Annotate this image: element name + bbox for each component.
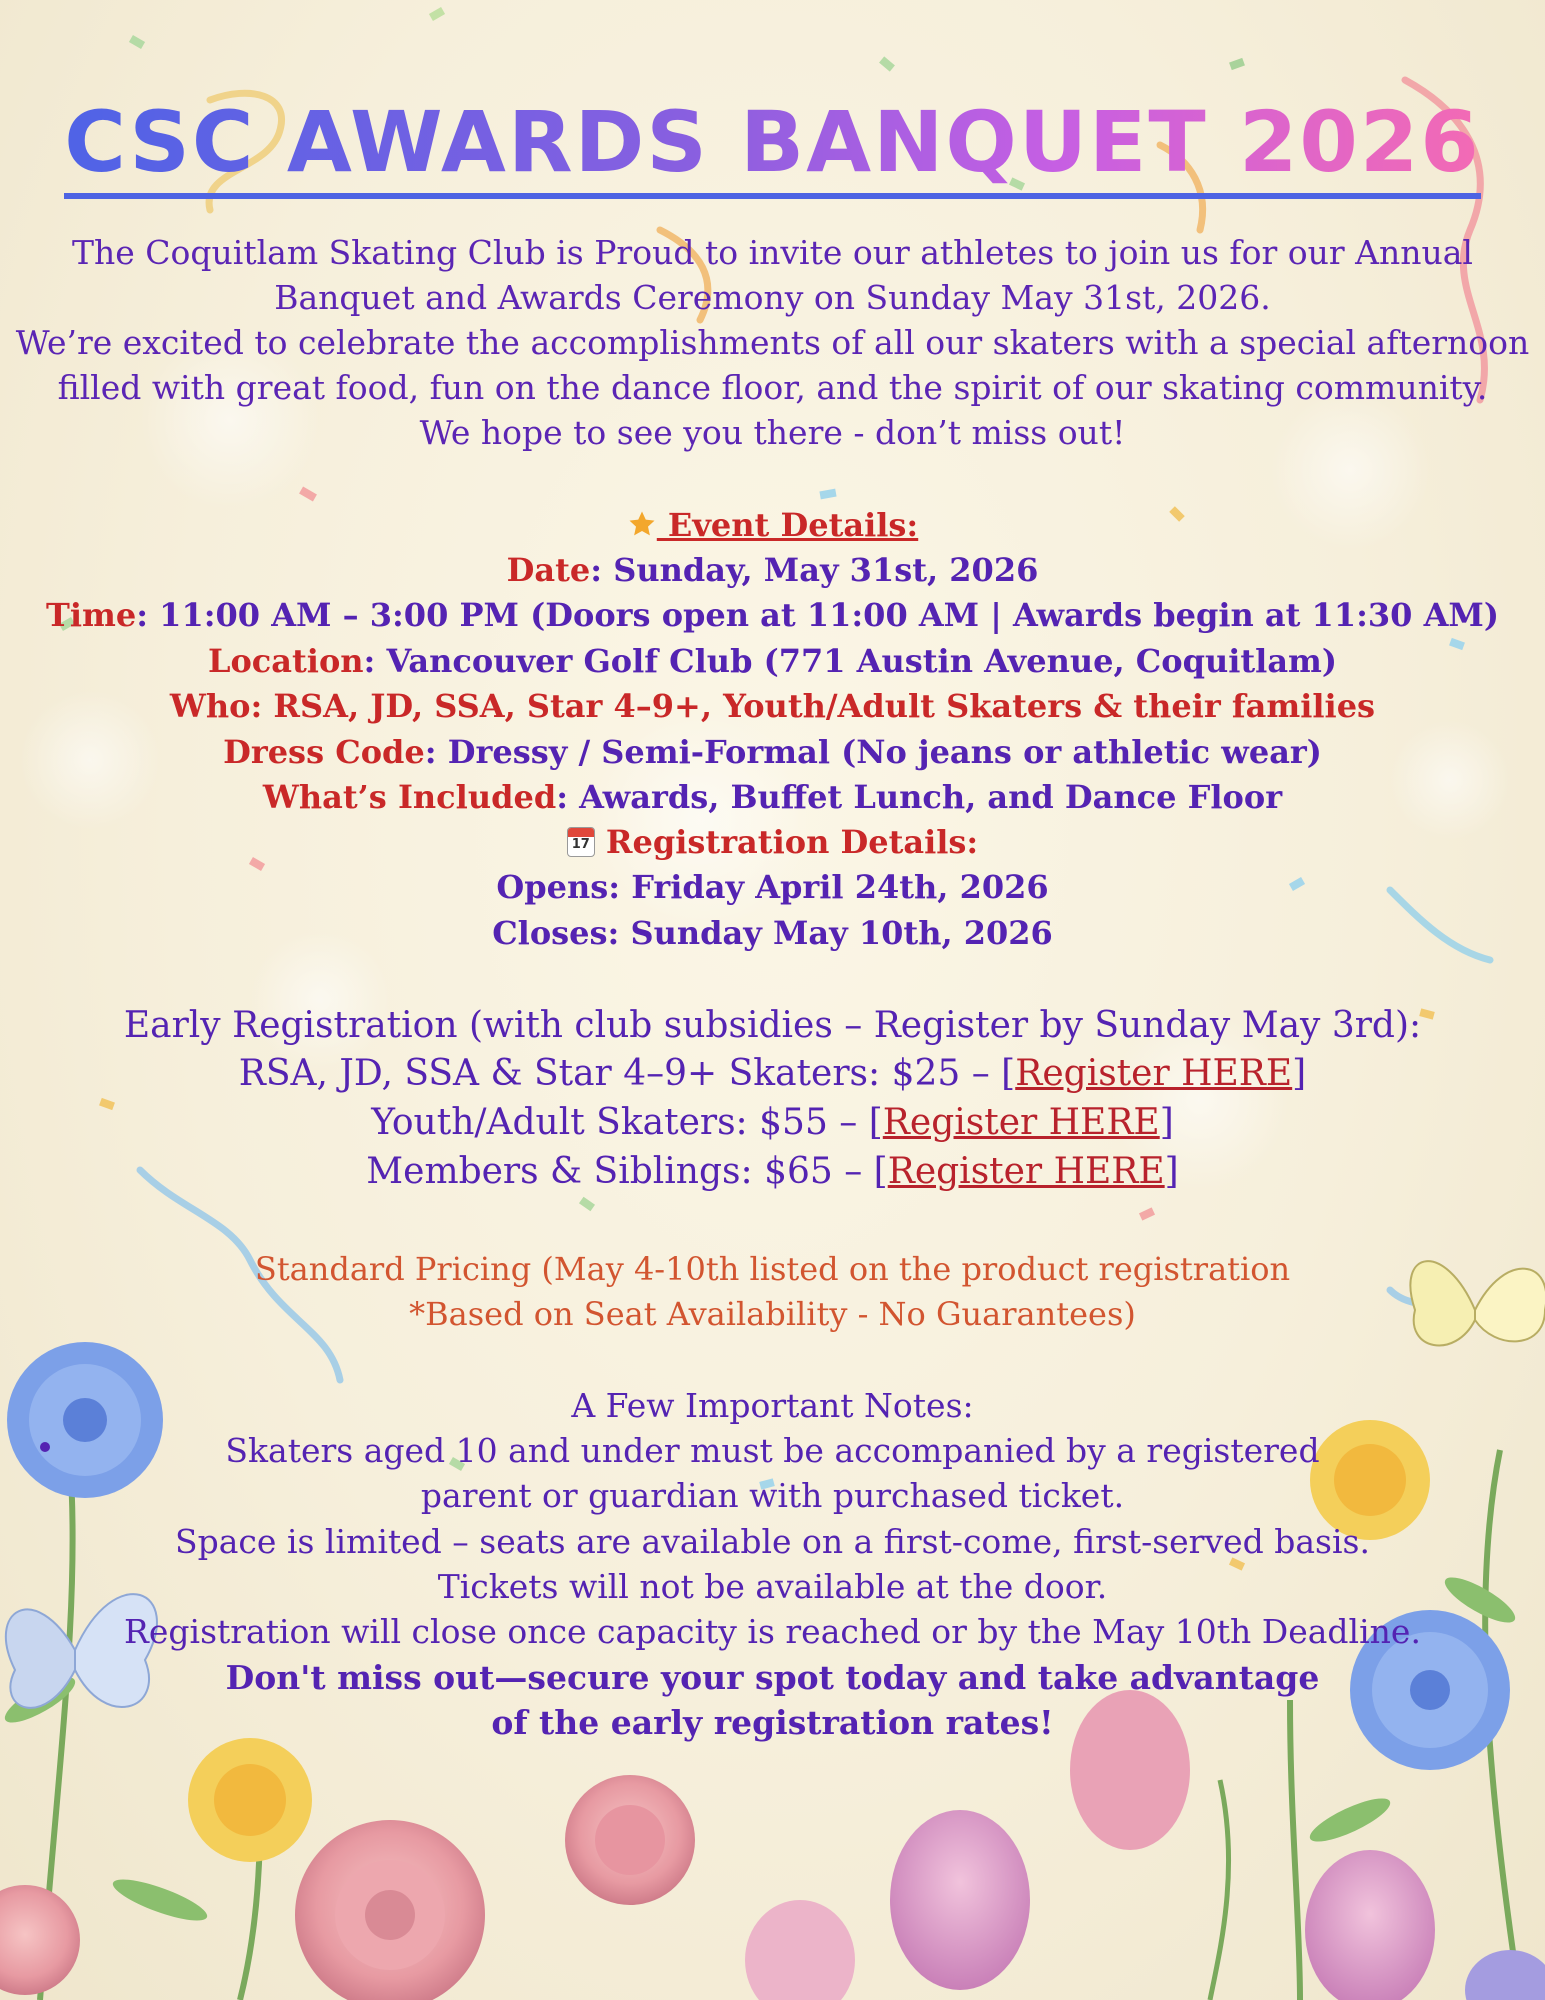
time-label: Time	[46, 596, 137, 634]
registration-opens: Opens: Friday April 24th, 2026	[496, 868, 1049, 906]
price-row-rsa	[0, 1053, 1545, 1094]
dress-code-line	[0, 733, 1545, 771]
note-line-2: parent or guardian with purchased ticket.	[420, 1476, 1125, 1515]
date-label: Date	[506, 551, 591, 589]
star-icon	[627, 509, 657, 539]
register-link-members[interactable]: Register HERE	[887, 1151, 1165, 1192]
intro-line-2: Banquet and Awards Ceremony on Sunday May 31st, 2026.	[274, 278, 1271, 317]
dress-code-value: : Dressy / Semi-Formal (No jeans or athletic wear)	[424, 733, 1322, 771]
who-line: Who: RSA, JD, SSA, Star 4–9+, Youth/Adult Skaters & their families	[169, 687, 1376, 725]
standard-pricing-line-2: *Based on Seat Availability - No Guarantees)	[409, 1295, 1136, 1333]
bracket-close: ]	[1292, 1053, 1307, 1094]
event-details-heading	[0, 506, 1545, 544]
note-line-1: Skaters aged 10 and under must be accompanied by a registered	[225, 1431, 1320, 1470]
location-label: Location	[207, 642, 364, 680]
intro-line-4: filled with great food, fun on the dance floor, and the spirit of our skating community.	[57, 368, 1488, 407]
time-line	[0, 596, 1545, 634]
register-link-youth-adult[interactable]: Register HERE	[882, 1102, 1160, 1143]
included-value: : Awards, Buffet Lunch, and Dance Floor	[556, 778, 1283, 816]
calendar-icon: 17	[567, 827, 595, 857]
note-line-4: Tickets will not be available at the door.	[437, 1567, 1108, 1606]
closing-line-2: of the early registration rates!	[491, 1703, 1054, 1742]
intro-line-5: We hope to see you there - don’t miss out!	[419, 413, 1126, 452]
dress-code-label: Dress Code	[223, 733, 425, 771]
time-value: : 11:00 AM – 3:00 PM (Doors open at 11:00 AM | Awards begin at 11:30 AM)	[136, 596, 1499, 634]
register-link-rsa[interactable]: Register HERE	[1015, 1053, 1293, 1094]
location-value: : Vancouver Golf Club (771 Austin Avenue, Coquitlam)	[363, 642, 1338, 680]
date-value: : Sunday, May 31st, 2026	[590, 551, 1039, 589]
standard-pricing-line-1: Standard Pricing (May 4-10th listed on the product registration	[254, 1250, 1291, 1288]
price-row-youth-adult	[0, 1102, 1545, 1143]
event-details-title: Event Details:	[656, 506, 919, 544]
page-title: CSC AWARDS BANQUET 2026	[0, 92, 1545, 192]
date-line	[0, 551, 1545, 589]
intro-line-1: The Coquitlam Skating Club is Proud to invite our athletes to join us for our Annual	[72, 233, 1473, 272]
bracket-close: ]	[1159, 1102, 1174, 1143]
registration-heading	[0, 823, 1545, 861]
intro-line-3: We’re excited to celebrate the accomplishments of all our skaters with a special afternoon	[15, 323, 1530, 362]
note-line-3: Space is limited – seats are available on a first-come, first-served basis.	[175, 1522, 1370, 1561]
closing-line-1: Don't miss out—secure your spot today and take advantage	[225, 1658, 1320, 1697]
included-line	[0, 778, 1545, 816]
price-text: RSA, JD, SSA & Star 4–9+ Skaters: $25 – [	[238, 1053, 1016, 1094]
price-text: Members & Siblings: $65 – [	[366, 1151, 888, 1192]
price-text: Youth/Adult Skaters: $55 – [	[371, 1102, 883, 1143]
registration-closes: Closes: Sunday May 10th, 2026	[492, 914, 1053, 952]
registration-title: Registration Details:	[594, 823, 979, 861]
bracket-close: ]	[1164, 1151, 1179, 1192]
notes-heading: A Few Important Notes:	[571, 1386, 974, 1425]
early-registration-heading: Early Registration (with club subsidies – Register by Sunday May 3rd):	[123, 1005, 1422, 1046]
price-row-members	[0, 1151, 1545, 1192]
location-line	[0, 642, 1545, 680]
included-label: What’s Included	[262, 778, 557, 816]
note-line-5: Registration will close once capacity is reached or by the May 10th Deadline.	[124, 1612, 1421, 1651]
